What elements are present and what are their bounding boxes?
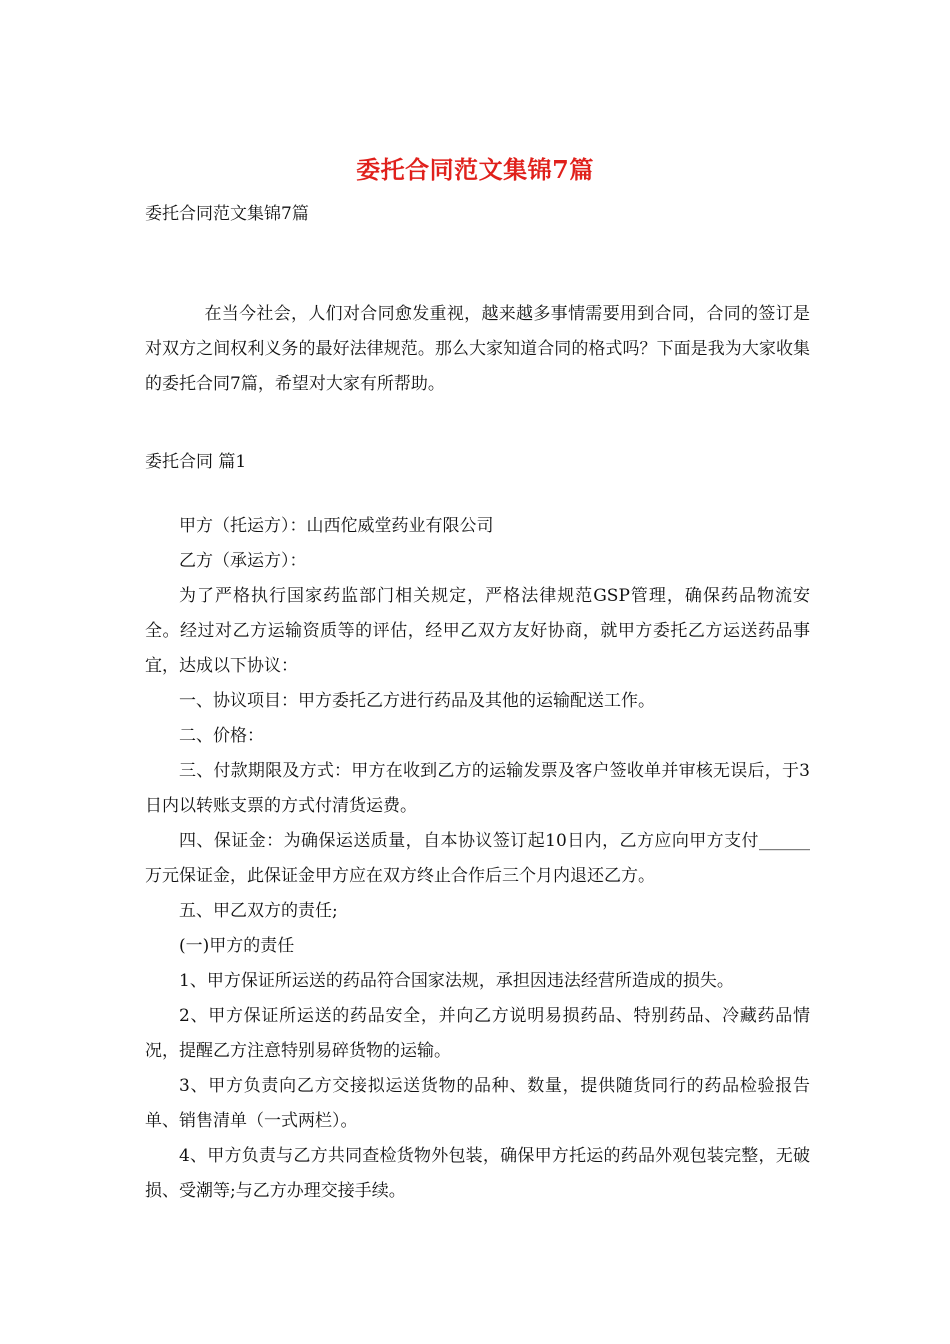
intro-paragraph: 在当今社会，人们对合同愈发重视，越来越多事情需要用到合同，合同的签订是对双方之间权利义务的最好法律规范。那么大家知道合同的格式吗？下面是我为大家收集的委托合同7篇，希望对大家有所帮助。 xyxy=(145,304,810,394)
contract-body xyxy=(145,509,810,1209)
sub-heading-party-a: (一)甲方的责任 xyxy=(179,936,295,956)
preamble-paragraph: 为了严格执行国家药监部门相关规定，严格法律规范GSP管理，确保药品物流安全。经过对乙方运输资质等的评估，经甲乙双方友好协商，就甲方委托乙方运送药品事宜，达成以下协议： xyxy=(145,586,810,676)
intro-paragraph-block xyxy=(145,297,810,402)
clause-responsibilities: 五、甲乙双方的责任; xyxy=(179,901,338,921)
party-b: 乙方（承运方）： xyxy=(179,551,307,571)
list-item: 3、甲方负责向乙方交接拟运送货物的品种、数量，提供随货同行的药品检验报告单、销售清单（一式两栏）。 xyxy=(145,1076,810,1131)
list-item: 1、甲方保证所运送的药品符合国家法规，承担因违法经营所造成的损失。 xyxy=(179,971,734,991)
clause-price: 二、价格： xyxy=(179,726,264,746)
section-heading: 委托合同 篇1 xyxy=(145,452,247,472)
clause-item: 一、协议项目：甲方委托乙方进行药品及其他的运输配送工作。 xyxy=(179,691,655,711)
document-subtitle: 委托合同范文集锦7篇 xyxy=(145,204,309,224)
document-title: 委托合同范文集锦7篇 xyxy=(356,155,594,184)
list-item: 2、甲方保证所运送的药品安全，并向乙方说明易损药品、特别药品、冷藏药品情况，提醒乙方注意特别易碎货物的运输。 xyxy=(145,1006,810,1061)
clause-deposit: 四、保证金：为确保运送质量，自本协议签订起10日内，乙方应向甲方支付______万元保证金，此保证金甲方应在双方终止合作后三个月内退还乙方。 xyxy=(145,831,810,886)
clause-payment: 三、付款期限及方式：甲方在收到乙方的运输发票及客户签收单并审核无误后，于3日内以转账支票的方式付清货运费。 xyxy=(145,761,810,816)
party-a: 甲方（托运方）：山西佗威堂药业有限公司 xyxy=(179,516,494,536)
list-item: 4、甲方负责与乙方共同查检货物外包装，确保甲方托运的药品外观包装完整，无破损、受潮等;与乙方办理交接手续。 xyxy=(145,1146,810,1201)
